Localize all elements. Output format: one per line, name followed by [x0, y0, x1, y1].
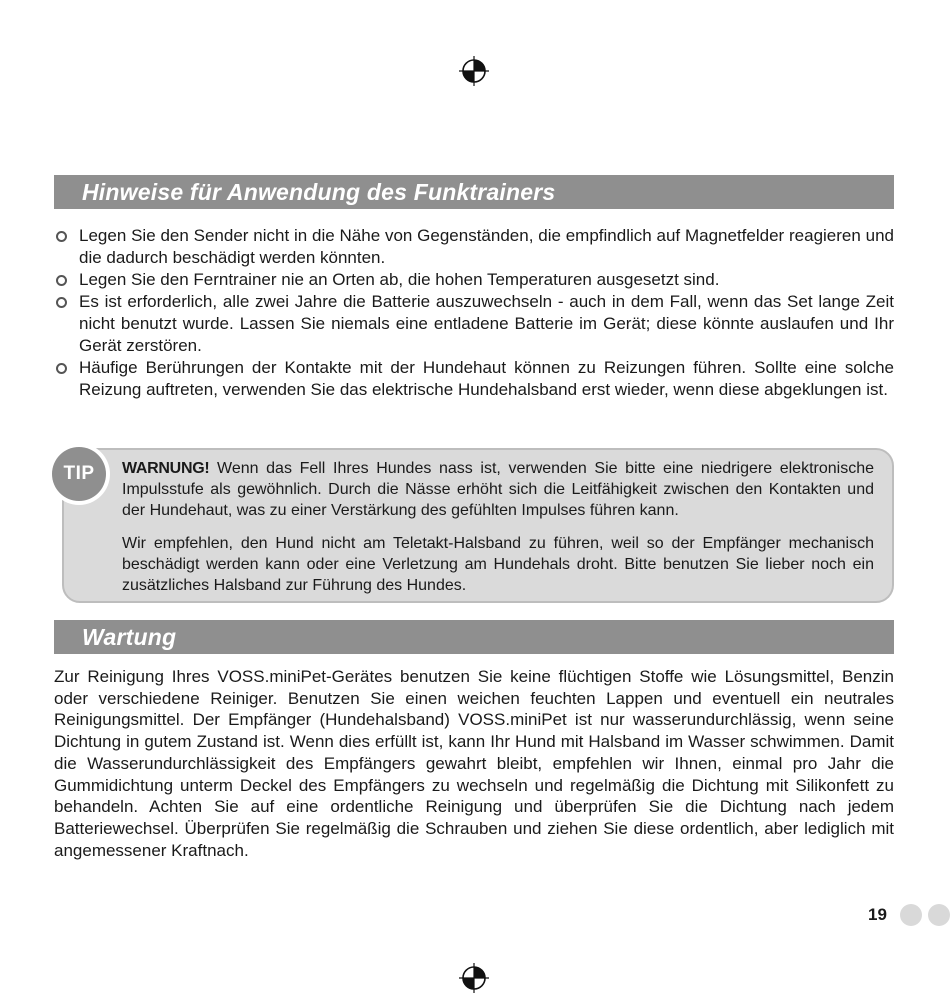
maintenance-paragraph: Zur Reinigung Ihres VOSS.miniPet-Gerätes benutzen Sie keine flüchtigen Stoffe wie Lösungsmittel, Benzin oder verschiedene Reiniger. Benutzen Sie einen weichen feuchten Lappen und eventuell ein neutrales Reinigungsmittel. Der Empfänger (Hundehalsband) VOSS.miniPet ist nur wasserundurchlässig, wenn seine Dichtung in gutem Zustand ist. Wenn dies erfüllt ist, kann Ihr Hund mit Halsband im Wasser schwimmen. Damit die Wasserundurchlässigkeit des Empfängers gewahrt bleibt, empfehlen wir Ihnen, einmal pro Jahr die Gummidichtung unterm Deckel des Empfängers zu wechseln und regelmäßig die Dichtung mit Silikonfett zu behandeln. Achten Sie auf eine ordentliche Reinigung und überprüfen Sie die Dichtung nach jedem Batteriewechsel. Überprüfen Sie regelmäßig die Schrauben und ziehen Sie diese ordentlich, aber lediglich mit angemessener Kraftnach. — [54, 667, 894, 860]
list-item — [54, 357, 894, 401]
usage-hints-list — [54, 225, 894, 401]
ring-bullet-icon — [56, 363, 67, 374]
ring-bullet-icon — [56, 231, 67, 242]
list-item — [54, 291, 894, 357]
tip-badge-label: TIP — [52, 447, 106, 501]
tip-content — [122, 458, 874, 596]
tip-second-paragraph: Wir empfehlen, den Hund nicht am Teletakt-Halsband zu führen, weil so der Empfänger mechanisch beschädigt werden kann oder eine Verletzung am Hundehals droht. Bitte benutzen Sie lieber noch ein zusätzliches Halsband zur Führung des Hundes. — [122, 535, 874, 594]
ring-bullet-icon — [56, 275, 67, 286]
section-title-maintenance: Wartung — [82, 624, 177, 650]
warning-text: Wenn das Fell Ihres Hundes nass ist, verwenden Sie bitte eine niedrigere elektronische Impulsstufe als gewöhnlich. Durch die Nässe erhöht sich die Leitfähigkeit zwischen den Kontakten und der Hundehaut, was zu einer Verstärkung des gefühlten Impulses führen kann. — [122, 460, 874, 519]
page-number: 19 — [868, 905, 887, 924]
warning-label: WARNUNG! — [122, 460, 210, 477]
section-title-usage: Hinweise für Anwendung des Funktrainers — [82, 179, 556, 205]
list-item-text: Häufige Berührungen der Kontakte mit der Hundehaut können zu Reizungen führen. Sollte eine solche Reizung auftreten, verwenden Sie das elektrische Hundehalsband erst wieder, wenn diese abgeklungen ist. — [79, 358, 894, 399]
list-item-text: Es ist erforderlich, alle zwei Jahre die Batterie auszuwechseln - auch in dem Fall, wenn das Set lange Zeit nicht benutzt wurde. Lassen Sie niemals eine entladene Batterie im Gerät; diese könnte auslaufen und Ihr Gerät zerstören. — [79, 292, 894, 355]
list-item — [54, 269, 894, 291]
list-item-text: Legen Sie den Ferntrainer nie an Orten ab, die hohen Temperaturen ausgesetzt sind. — [79, 270, 720, 289]
ring-bullet-icon — [56, 297, 67, 308]
tip-warning-paragraph — [122, 458, 874, 521]
registration-mark-icon — [459, 56, 489, 86]
list-item-text: Legen Sie den Sender nicht in die Nähe von Gegenständen, die empfindlich auf Magnetfelder reagieren und die dadurch beschädigt werden könnten. — [79, 226, 894, 267]
section-header-usage — [54, 175, 894, 209]
list-item — [54, 225, 894, 269]
section-header-maintenance — [54, 620, 894, 654]
tip-badge — [48, 443, 110, 505]
decorative-dot-icon — [900, 904, 922, 926]
registration-mark-icon — [459, 963, 489, 993]
decorative-dot-icon — [928, 904, 950, 926]
